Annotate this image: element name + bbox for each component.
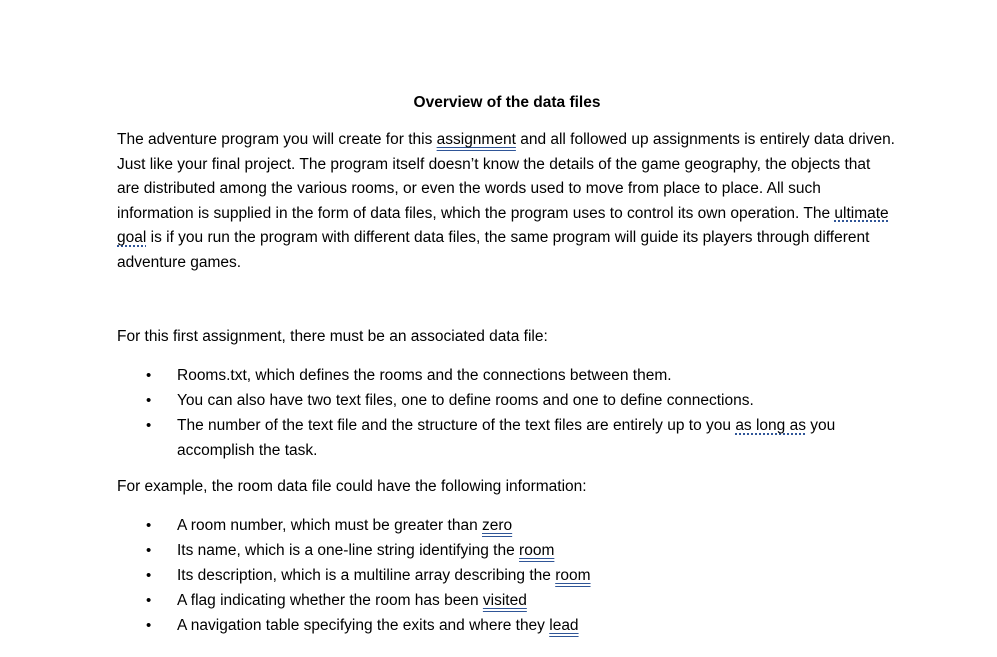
bullet-icon: •: [146, 417, 152, 434]
list-item-text: Its name, which is a one-line string identifying the: [177, 542, 520, 559]
list-item-text: Rooms.txt, which defines the rooms and the connections between them.: [177, 367, 672, 384]
bullet-icon: •: [146, 392, 152, 409]
list-item-text-a: The number of the text file and the structure of the text files are entirely up to you: [177, 417, 736, 434]
list-item-text: A navigation table specifying the exits and where they: [177, 617, 550, 634]
example-paragraph: For example, the room data file could have the following information:: [117, 478, 587, 495]
list-item-underlined: lead: [549, 617, 579, 634]
intro-underlined-assignment: assignment: [436, 131, 516, 148]
bullet-icon: •: [146, 617, 152, 634]
list-item-text-b: you accomplish the task.: [177, 417, 836, 459]
list-item-text: You can also have two text files, one to define rooms and one to define connections.: [177, 392, 754, 409]
bullet-icon: •: [146, 517, 152, 534]
room-data-list: [117, 513, 897, 638]
intro-text-b: and all followed up assignments is entirely data driven. Just like your final project. The program itself doesn’t know the details of the game geography, the objects that are distributed among the various rooms, or even the words used to move from place to place. All such information is supplied in the form of data files, which the program uses to control its own operation. The: [117, 131, 895, 222]
data-file-list: [117, 363, 897, 463]
list-item-text: A room number, which must be greater than: [177, 517, 482, 534]
list-item: [117, 613, 897, 638]
list-item: [117, 538, 897, 563]
list-item: [117, 388, 897, 413]
document-title: Overview of the data files: [413, 94, 601, 111]
bullet-icon: •: [146, 567, 152, 584]
list-item: [117, 563, 897, 588]
intro-text-c: is if you run the program with different data files, the same program will guide its players through different adventure games.: [117, 229, 870, 271]
intro-underlined-ultimate-goal: ultimate goal: [117, 204, 889, 246]
list-item-underlined: room: [519, 542, 555, 559]
bullet-icon: •: [146, 367, 152, 384]
list-item: [117, 513, 897, 538]
intro-paragraph: [117, 128, 897, 275]
list-item-underlined: room: [555, 567, 591, 584]
list-item-text: Its description, which is a multiline array describing the: [177, 567, 556, 584]
list-item-underlined-as-long-as: as long as: [735, 417, 806, 434]
list-item-underlined: visited: [482, 592, 527, 609]
assignment-paragraph: For this first assignment, there must be an associated data file:: [117, 328, 548, 345]
bullet-icon: •: [146, 542, 152, 559]
list-item: [117, 413, 897, 463]
intro-text-a: The adventure program you will create for this: [117, 131, 437, 148]
list-item-text: A flag indicating whether the room has been: [177, 592, 483, 609]
list-item: [117, 588, 897, 613]
list-item-underlined: zero: [482, 517, 513, 534]
bullet-icon: •: [146, 592, 152, 609]
list-item: [117, 363, 897, 388]
